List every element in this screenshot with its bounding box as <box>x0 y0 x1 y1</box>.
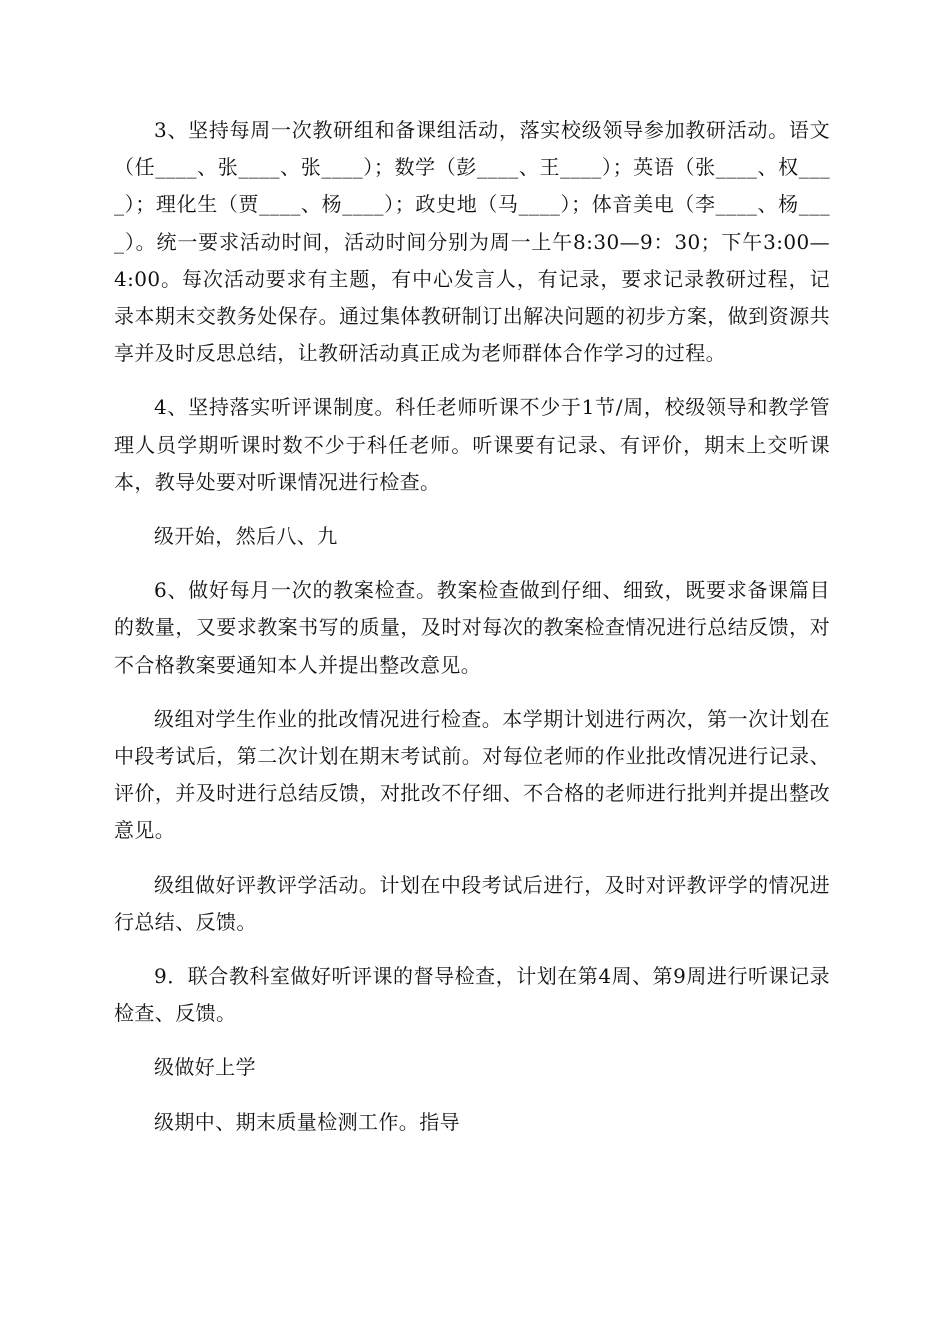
paragraph-item-3: 3、坚持每周一次教研组和备课组活动，落实校级领导参加教研活动。语文（任____、张____、张____）；数学（彭____、王____）；英语（张____、权____）；理化生（贾____、杨____）；政史地（马____）；体音美电（李____、杨____）。统一要求活动时间，活动时间分别为周一上午8:30—9：30；下午3:00—4:00。每次活动要求有主题，有中心发言人，有记录，要求记录教研过程，记录本期末交教务处保存。通过集体教研制订出解决问题的初步方案，做到资源共享并及时反思总结，让教研活动真正成为老师群体合作学习的过程。 <box>114 118 830 366</box>
paragraph-item-6: 6、做好每月一次的教案检查。教案检查做到仔细、细致，既要求备课篇目的数量，又要求教案书写的质量，及时对每次的教案检查情况进行总结反馈，对不合格教案要通知本人并提出整改意见。 <box>114 578 830 677</box>
paragraph-fragment-semester: 级做好上学 <box>154 1055 256 1080</box>
paragraph-teaching-evaluation: 级组做好评教评学活动。计划在中段考试后进行，及时对评教评学的情况进行总结、反馈。 <box>114 872 830 934</box>
paragraph-fragment-exams: 级期中、期末质量检测工作。指导 <box>154 1109 460 1134</box>
document-body <box>114 112 830 1158</box>
paragraph-item-9: 9．联合教科室做好听评课的督导检查，计划在第4周、第9周进行听课记录检查、反馈。 <box>114 964 830 1026</box>
paragraph-homework-check: 级组对学生作业的批改情况进行检查。本学期计划进行两次，第一次计划在中段考试后，第二次计划在期末考试前。对每位老师的作业批改情况进行记录、评价，并及时进行总结反馈，对批改不仔细、不合格的老师进行批判并提出整改意见。 <box>114 706 830 843</box>
paragraph-item-4: 4、坚持落实听评课制度。科任老师听课不少于1节/周，校级领导和教学管理人员学期听课时数不少于科任老师。听课要有记录、有评价，期末上交听课本，教导处要对听课情况进行检查。 <box>114 395 830 494</box>
paragraph-fragment-grade-start: 级开始，然后八、九 <box>154 524 338 549</box>
